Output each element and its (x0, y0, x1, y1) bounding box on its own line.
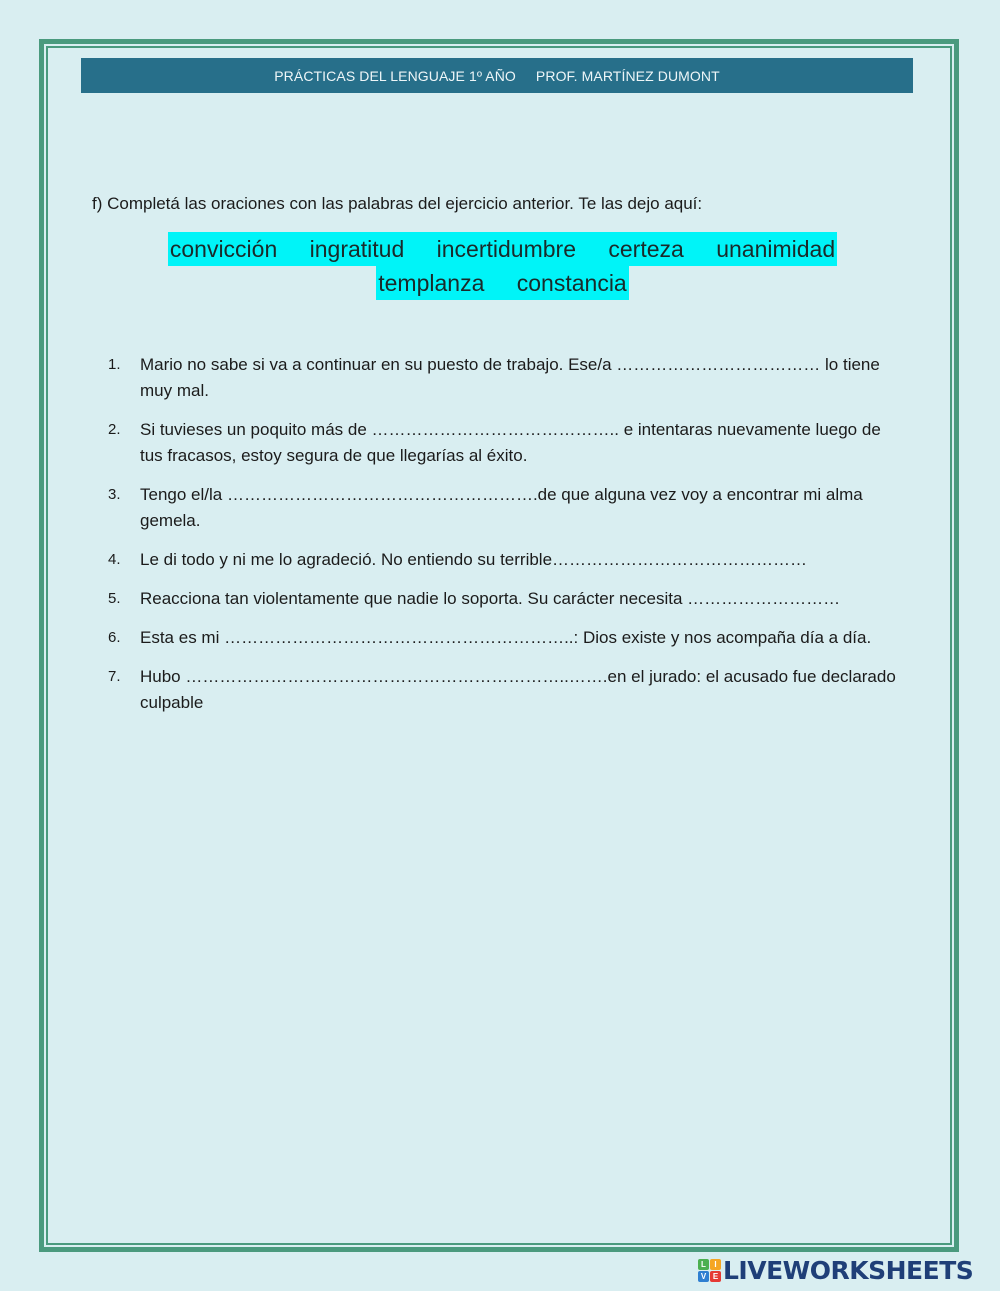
exercise-number: 7. (108, 668, 121, 685)
exercise-item (108, 417, 908, 469)
word-bank-word: templanza (378, 270, 485, 296)
logo-text: LIVEWORKSHEETS (723, 1256, 974, 1285)
logo-letter-e: E (710, 1271, 721, 1282)
course-title: PRÁCTICAS DEL LENGUAJE 1º AÑO (274, 67, 516, 84)
logo-letter-i: I (710, 1259, 721, 1270)
word-bank-word: convicción (169, 236, 278, 262)
word-bank-word: constancia (516, 270, 627, 296)
exercise-list (108, 352, 908, 729)
instruction-text: f) Completá las oraciones con las palabras del ejercicio anterior. Te las dejo aquí: (92, 194, 703, 213)
exercise-item (108, 625, 908, 651)
exercise-number: 6. (108, 629, 121, 646)
word-bank-row-2 (100, 266, 905, 300)
exercise-number: 2. (108, 421, 121, 438)
exercise-item (108, 352, 908, 404)
liveworksheets-logo[interactable] (698, 1256, 973, 1285)
exercise-text: Mario no sabe si va a continuar en su puesto de trabajo. Ese/a ……………………………… lo tiene muy mal. (140, 355, 880, 400)
exercise-number: 3. (108, 486, 121, 503)
word-bank (100, 232, 905, 300)
header-bar (81, 58, 913, 93)
exercise-item (108, 547, 908, 573)
teacher-name: PROF. MARTÍNEZ DUMONT (535, 67, 720, 84)
exercise-text: Tengo el/la ……………………………………………….de que alguna vez voy a encontrar mi alma gemela. (140, 485, 863, 530)
exercise-text: Le di todo y ni me lo agradeció. No entiendo su terrible……………………………………… (140, 550, 808, 569)
word-bank-word: unanimidad (716, 236, 836, 262)
word-bank-word: incertidumbre (436, 236, 576, 262)
word-bank-word: ingratitud (309, 236, 405, 262)
exercise-item (108, 586, 908, 612)
word-bank-highlight (168, 232, 837, 266)
logo-letter-l: L (698, 1259, 709, 1270)
word-bank-word: certeza (608, 236, 684, 262)
word-bank-row-1 (100, 232, 905, 266)
logo-letter-v: V (698, 1271, 709, 1282)
exercise-item (108, 482, 908, 534)
exercise-number: 4. (108, 551, 121, 568)
exercise-item (108, 664, 908, 716)
exercise-text: Hubo …………………………………………………………..…….en el jurado: el acusado fue declarado culpable (140, 667, 896, 712)
live-logo-icon (698, 1259, 721, 1282)
word-bank-highlight (376, 266, 628, 300)
exercise-text: Esta es mi ……………………………………………………..: Dios existe y nos acompaña día a día. (140, 628, 872, 647)
exercise-text: Reacciona tan violentamente que nadie lo soporta. Su carácter necesita ……………………… (140, 589, 841, 608)
exercise-text: Si tuvieses un poquito más de …………………………………….. e intentaras nuevamente luego de tus fracasos, estoy segura de que llegarías al éxito. (140, 420, 881, 465)
exercise-number: 1. (108, 356, 121, 373)
exercise-number: 5. (108, 590, 121, 607)
